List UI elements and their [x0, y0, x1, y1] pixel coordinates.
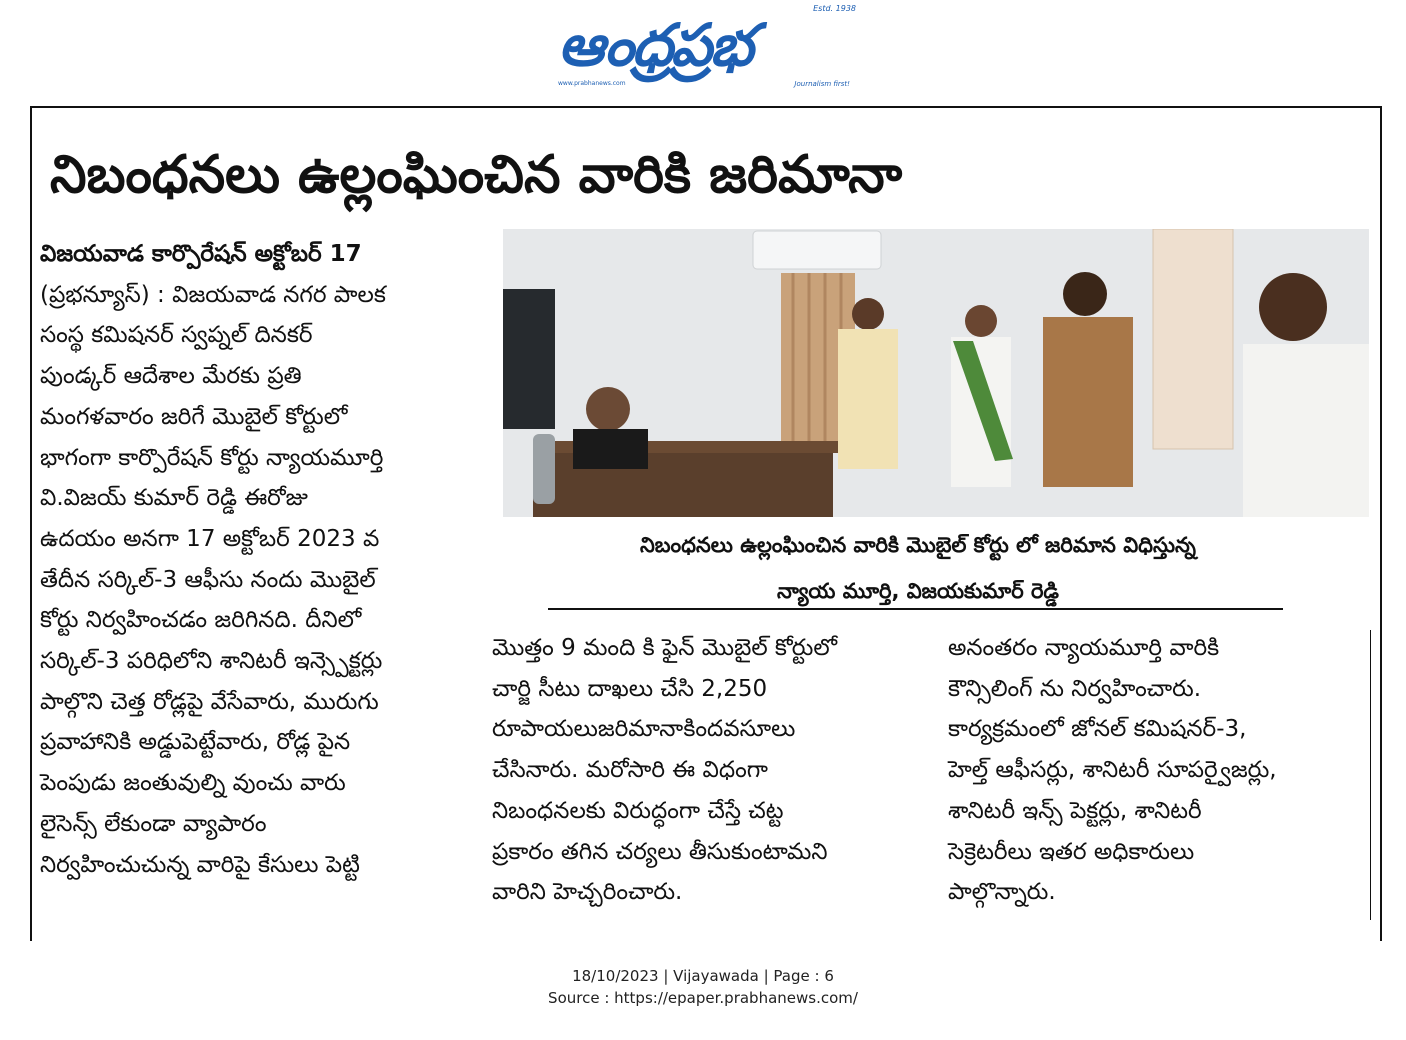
text-line: వారిని హెచ్చరించారు. — [492, 879, 683, 906]
text-line: పెంపుడు జంతువుల్ని వుంచు వారు — [40, 770, 346, 797]
text-line: హెల్త్ ఆఫీసర్లు, శానిటరీ సూపర్వైజర్లు, — [948, 757, 1277, 784]
left-rule — [30, 106, 32, 941]
text-line: చార్జి సీటు దాఖలు చేసి 2,250 — [492, 675, 768, 702]
text-line: లైసెన్స్ లేకుండా వ్యాపారం — [40, 810, 267, 837]
article-headline: నిబంధనలు ఉల్లంఘించిన వారికి జరిమానా — [50, 145, 903, 205]
article-column-3 — [948, 628, 1358, 913]
photo-caption — [548, 522, 1288, 614]
text-line: పాల్గొన్నారు. — [948, 879, 1056, 906]
text-line: రూపాయలుజరిమానాకిందవసూలు — [492, 716, 796, 743]
article-column-1 — [40, 234, 460, 885]
text-line: సర్కిల్-3 పరిధిలోని శానిటరీ ఇన్స్పెక్టర్లు — [40, 648, 383, 675]
text-line: ఉదయం అనగా 17 అక్టోబర్ 2023 వ — [40, 525, 380, 552]
text-line: నిబంధనలకు విరుద్ధంగా చేస్తే చట్ట — [492, 797, 784, 824]
source-url: Source : https://epaper.prabhanews.com/ — [548, 989, 858, 1007]
text-line: తేదీన సర్కిల్-3 ఆఫీసు నందు మొబైల్ — [40, 566, 376, 593]
text-line: భాగంగా కార్పొరేషన్ కోర్టు న్యాయమూర్తి — [40, 444, 384, 471]
page-footer — [0, 965, 1406, 1009]
publication-info: 18/10/2023 | Vijayawada | Page : 6 — [572, 967, 834, 985]
text-line: వి.విజయ్ కుమార్ రెడ్డి ఈరోజు — [40, 485, 308, 512]
text-line: ప్రకారం తగిన చర్యలు తీసుకుంటామని — [492, 838, 828, 865]
text-line: పాల్గొని చెత్త రోడ్లపై వేసేవారు, మురుగు — [40, 688, 379, 715]
photo-scene — [503, 229, 1369, 517]
dateline: విజయవాడ కార్పొరేషన్ అక్టోబర్ 17 — [40, 241, 362, 267]
caption-line: న్యాయ మూర్తి, విజయకుమార్ రెడ్డి — [777, 579, 1059, 603]
newspaper-logo: ఆంధ్రప్రభ — [558, 11, 752, 79]
text-line: కార్యక్రమంలో జోనల్ కమిషనర్-3, — [948, 716, 1247, 743]
tagline: Journalism first! — [794, 80, 850, 88]
text-line: సంస్థ కమిషనర్ స్వప్నల్ దినకర్ — [40, 322, 313, 349]
right-rule — [1380, 106, 1382, 941]
website-label: www.prabhanews.com — [558, 80, 626, 87]
text-line: (ప్రభన్యూస్) : విజయవాడ నగర పాలక — [40, 281, 386, 308]
text-line: కోర్టు నిర్వహించడం జరిగినది. దీనిలో — [40, 607, 362, 634]
caption-line: నిబంధనలు ఉల్లంఘించిన వారికి మొబైల్ కోర్టు లో జరిమాన విధిస్తున్న — [640, 533, 1196, 557]
text-line: పుండ్కర్ ఆదేశాల మేరకు ప్రతి — [40, 363, 302, 390]
masthead — [540, 4, 870, 92]
established-year: Estd. 1938 — [813, 4, 856, 13]
article-column-2 — [492, 628, 912, 913]
column-divider-right — [1370, 630, 1371, 920]
top-rule — [30, 106, 1382, 108]
text-line: సెక్రెటరీలు ఇతర అధికారులు — [948, 838, 1195, 865]
text-line: నిర్వహించుచున్న వారిపై కేసులు పెట్టి — [40, 851, 360, 878]
text-line: మంగళవారం జరిగే మొబైల్ కోర్టులో — [40, 403, 348, 430]
text-line: అనంతరం న్యాయమూర్తి వారికి — [948, 635, 1220, 661]
text-line: ప్రవాహానికి అడ్డుపెట్టేవారు, రోడ్ల పైన — [40, 729, 351, 756]
text-line: కౌన్సిలింగ్ ను నిర్వహించారు. — [948, 675, 1202, 702]
text-line: శానిటరీ ఇన్స్ పెక్టర్లు, శానిటరీ — [948, 797, 1202, 824]
text-line: మొత్తం 9 మంది కి ఫైన్ మొబైల్ కోర్టులో — [492, 635, 838, 661]
article-photo — [503, 229, 1369, 517]
text-line: చేసినారు. మరోసారి ఈ విధంగా — [492, 757, 768, 784]
